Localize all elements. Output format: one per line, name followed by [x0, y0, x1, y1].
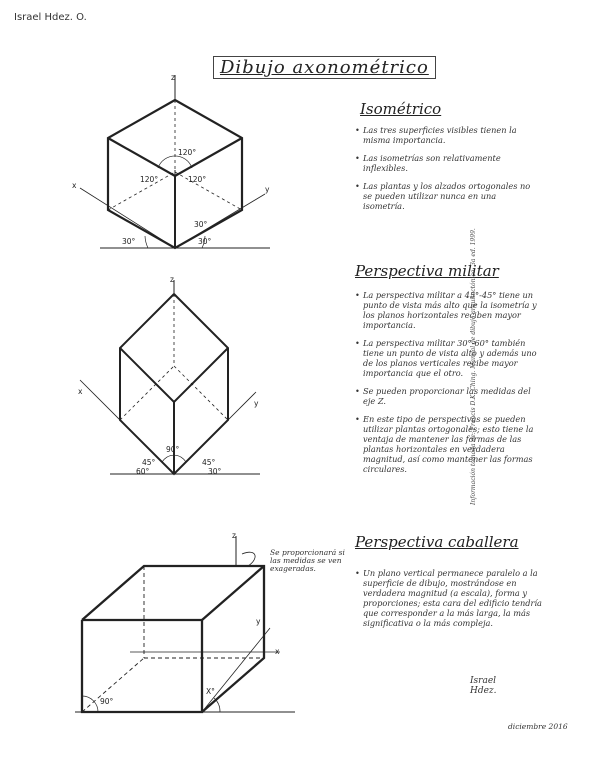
list-item: • La perspectiva militar 30°-60° también tiene un punto de vista alto y además uno de los planos verticales recibe mayor importancia que el otro. [355, 338, 545, 378]
militar-left-b: 60° [136, 467, 150, 476]
caballera-note: Se proporcionará si las medidas se ven exageradas. [270, 548, 345, 573]
list-item: • Las isometrías son relativamente inflexibles. [355, 153, 540, 173]
caballera-x-label: x [275, 647, 280, 656]
caballera-y-label: y [256, 617, 261, 626]
list-item: • Un plano vertical permanece paralelo a la superficie de dibujo, mostrándose en verdadera magnitud (a escala), forma y proporciones; esta cara del edificio tendría que corresponder a la más larga, la más significativa o la más compleja. [355, 568, 545, 628]
caballera-diagram [70, 528, 300, 720]
militar-right-b: 30° [208, 467, 222, 476]
list-item: • La perspectiva militar a 45°-45° tiene un punto de vista más alto que la isometría y los planos horizontales reciben mayor importancia. [355, 290, 545, 330]
list-item: • En este tipo de perspectivas se pueden utilizar plantas ortogonales; esto tiene la ventaja de mantener las formas de las plantas horizontales en verdadera magnitud, así como mantener las formas circulares. [355, 414, 545, 474]
section-heading-caballera: Perspectiva caballera [355, 533, 519, 551]
iso-y-label: y [265, 185, 270, 194]
militar-center-angle: 90° [166, 445, 180, 454]
iso-z-label: z [171, 73, 175, 82]
iso-right-angle: 120° [188, 175, 207, 184]
militar-x-label: x [78, 387, 83, 396]
iso-left-angle: 120° [140, 175, 159, 184]
list-item: • Se pueden proporcionar las medidas del eje Z. [355, 386, 545, 406]
section-heading-isometrico: Isométrico [360, 100, 442, 118]
caballera-z-label: z [232, 531, 236, 540]
bullets-caballera [355, 568, 545, 636]
iso-top-angle: 120° [178, 148, 197, 157]
signature [470, 676, 497, 696]
militar-right-a: 45° [202, 458, 216, 467]
section-heading-militar: Perspectiva militar [355, 262, 499, 280]
militar-left-a: 45° [142, 458, 156, 467]
militar-diagram [70, 272, 280, 482]
side-source-note: Información tomada de: Francis D.K. Ching. Manual de dibujo arquitectónico. 3a ed. 1999. [470, 228, 477, 505]
bullets-militar [355, 290, 545, 482]
iso-inner-angle: 30° [194, 220, 208, 229]
bullets-isometrico [355, 125, 540, 219]
signature-line-2: Hdez. [470, 686, 497, 696]
date-label: diciembre 2016 [508, 722, 568, 731]
caballera-left-angle: 90° [100, 697, 114, 706]
caballera-right-angle: X° [206, 687, 215, 696]
iso-base-left: 30° [122, 237, 136, 246]
iso-base-right: 30° [198, 237, 212, 246]
signature-line-1: Israel [470, 676, 497, 686]
author-label: Israel Hdez. O. [14, 12, 87, 23]
militar-z-label: z [170, 275, 174, 284]
isometric-diagram [60, 70, 290, 270]
list-item: • Las tres superficies visibles tienen la misma importancia. [355, 125, 540, 145]
page-title: Dibujo axonométrico [213, 56, 436, 79]
militar-y-label: y [254, 399, 259, 408]
list-item: • Las plantas y los alzados ortogonales no se pueden utilizar nunca en una isometría. [355, 181, 540, 211]
iso-x-label: x [72, 181, 77, 190]
